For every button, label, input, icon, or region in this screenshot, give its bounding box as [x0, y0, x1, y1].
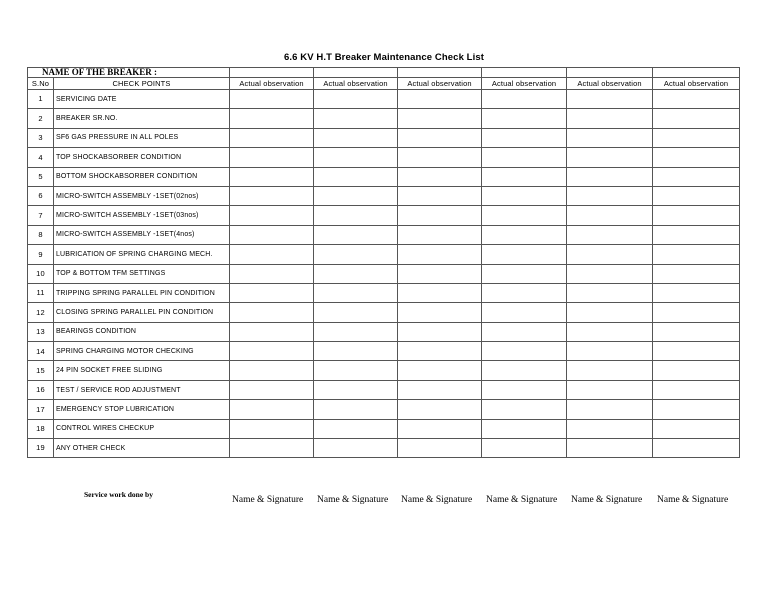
- table-row: [28, 303, 740, 322]
- breaker-name-cell[interactable]: [230, 68, 314, 78]
- observation-cell[interactable]: [398, 400, 482, 419]
- name-signature-label: Name & Signature: [486, 495, 558, 505]
- check-point-label: SERVICING DATE: [54, 90, 230, 109]
- row-number: 9: [28, 245, 54, 264]
- observation-cell[interactable]: [398, 128, 482, 147]
- observation-cell[interactable]: [398, 322, 482, 341]
- table-row: [28, 128, 740, 147]
- observation-cell[interactable]: [482, 322, 567, 341]
- observation-cell[interactable]: [314, 419, 398, 438]
- table-row: [28, 148, 740, 167]
- observation-cell[interactable]: [314, 264, 398, 283]
- table-row: [28, 419, 740, 438]
- name-signature-label: Name & Signature: [232, 495, 304, 505]
- row-number: 15: [28, 361, 54, 380]
- observation-cell[interactable]: [398, 264, 482, 283]
- breaker-name-row: [28, 68, 740, 78]
- observation-cell[interactable]: [398, 439, 482, 458]
- check-point-label: TEST / SERVICE ROD ADJUSTMENT: [54, 380, 230, 399]
- observation-cell[interactable]: [653, 148, 740, 167]
- observation-cell[interactable]: [653, 303, 740, 322]
- observation-cell[interactable]: [398, 148, 482, 167]
- breaker-name-cell[interactable]: [314, 68, 398, 78]
- check-point-label: BOTTOM SHOCKABSORBER CONDITION: [54, 167, 230, 186]
- name-signature-label: Name & Signature: [571, 495, 643, 505]
- observation-cell[interactable]: [314, 206, 398, 225]
- observation-header: Actual observation: [230, 78, 314, 90]
- row-number: 19: [28, 439, 54, 458]
- checklist-table: [27, 67, 740, 458]
- observation-cell[interactable]: [314, 361, 398, 380]
- row-number: 10: [28, 264, 54, 283]
- observation-cell[interactable]: [482, 400, 567, 419]
- observation-cell[interactable]: [398, 283, 482, 302]
- observation-cell[interactable]: [314, 186, 398, 205]
- check-point-label: 24 PIN SOCKET FREE SLIDING: [54, 361, 230, 380]
- observation-cell[interactable]: [230, 419, 314, 438]
- observation-cell[interactable]: [482, 186, 567, 205]
- observation-cell[interactable]: [314, 128, 398, 147]
- row-number: 6: [28, 186, 54, 205]
- observation-cell[interactable]: [314, 342, 398, 361]
- observation-cell[interactable]: [314, 439, 398, 458]
- observation-cell[interactable]: [567, 167, 653, 186]
- breaker-name-cell[interactable]: [398, 68, 482, 78]
- table-row: [28, 342, 740, 361]
- check-point-label: SPRING CHARGING MOTOR CHECKING: [54, 342, 230, 361]
- observation-cell[interactable]: [314, 148, 398, 167]
- table-row: [28, 109, 740, 128]
- observation-cell[interactable]: [230, 245, 314, 264]
- observation-cell[interactable]: [653, 225, 740, 244]
- observation-cell[interactable]: [567, 225, 653, 244]
- sno-header: S.No: [28, 78, 54, 90]
- observation-cell[interactable]: [482, 206, 567, 225]
- breaker-name-cell[interactable]: [482, 68, 567, 78]
- observation-cell[interactable]: [314, 283, 398, 302]
- observation-cell[interactable]: [567, 186, 653, 205]
- observation-cell[interactable]: [567, 206, 653, 225]
- breaker-name-cell[interactable]: [653, 68, 740, 78]
- observation-cell[interactable]: [567, 245, 653, 264]
- observation-cell[interactable]: [567, 90, 653, 109]
- observation-cell[interactable]: [482, 264, 567, 283]
- observation-cell[interactable]: [482, 128, 567, 147]
- observation-cell[interactable]: [230, 380, 314, 399]
- observation-cell[interactable]: [567, 264, 653, 283]
- check-point-label: CONTROL WIRES CHECKUP: [54, 419, 230, 438]
- observation-cell[interactable]: [567, 361, 653, 380]
- table-row: [28, 439, 740, 458]
- observation-cell[interactable]: [482, 439, 567, 458]
- observation-cell[interactable]: [567, 283, 653, 302]
- table-row: [28, 167, 740, 186]
- table-row: [28, 380, 740, 399]
- observation-cell[interactable]: [653, 245, 740, 264]
- observation-cell[interactable]: [567, 148, 653, 167]
- observation-cell[interactable]: [230, 303, 314, 322]
- row-number: 18: [28, 419, 54, 438]
- row-number: 4: [28, 148, 54, 167]
- row-number: 1: [28, 90, 54, 109]
- table-row: [28, 283, 740, 302]
- observation-cell[interactable]: [230, 342, 314, 361]
- observation-cell[interactable]: [653, 90, 740, 109]
- table-row: [28, 361, 740, 380]
- check-point-label: EMERGENCY STOP LUBRICATION: [54, 400, 230, 419]
- observation-cell[interactable]: [567, 400, 653, 419]
- observation-cell[interactable]: [230, 264, 314, 283]
- service-work-label: Service work done by: [84, 490, 153, 499]
- observation-cell[interactable]: [398, 419, 482, 438]
- observation-cell[interactable]: [653, 186, 740, 205]
- check-point-label: TOP & BOTTOM TFM SETTINGS: [54, 264, 230, 283]
- observation-cell[interactable]: [653, 439, 740, 458]
- observation-cell[interactable]: [653, 283, 740, 302]
- observation-cell[interactable]: [230, 322, 314, 341]
- observation-cell[interactable]: [653, 400, 740, 419]
- observation-cell[interactable]: [398, 90, 482, 109]
- row-number: 8: [28, 225, 54, 244]
- observation-cell[interactable]: [567, 419, 653, 438]
- table-row: [28, 264, 740, 283]
- check-point-label: CLOSING SPRING PARALLEL PIN CONDITION: [54, 303, 230, 322]
- observation-cell[interactable]: [314, 303, 398, 322]
- observation-cell[interactable]: [398, 303, 482, 322]
- row-number: 12: [28, 303, 54, 322]
- row-number: 11: [28, 283, 54, 302]
- observation-cell[interactable]: [314, 167, 398, 186]
- observation-cell[interactable]: [567, 342, 653, 361]
- table-row: [28, 225, 740, 244]
- observation-cell[interactable]: [482, 225, 567, 244]
- breaker-name-label: NAME OF THE BREAKER :: [28, 68, 230, 78]
- breaker-name-cell[interactable]: [567, 68, 653, 78]
- check-point-label: MICRO-SWITCH ASSEMBLY -1SET(4nos): [54, 225, 230, 244]
- observation-cell[interactable]: [567, 109, 653, 128]
- observation-cell[interactable]: [314, 225, 398, 244]
- observation-cell[interactable]: [314, 109, 398, 128]
- observation-cell[interactable]: [314, 380, 398, 399]
- check-point-label: TRIPPING SPRING PARALLEL PIN CONDITION: [54, 283, 230, 302]
- row-number: 16: [28, 380, 54, 399]
- document-title: 6.6 KV H.T Breaker Maintenance Check List: [284, 52, 484, 63]
- observation-cell[interactable]: [482, 245, 567, 264]
- check-point-label: BREAKER SR.NO.: [54, 109, 230, 128]
- observation-cell[interactable]: [482, 342, 567, 361]
- observation-cell[interactable]: [653, 167, 740, 186]
- row-number: 5: [28, 167, 54, 186]
- observation-cell[interactable]: [398, 245, 482, 264]
- check-point-label: ANY OTHER CHECK: [54, 439, 230, 458]
- observation-cell[interactable]: [314, 400, 398, 419]
- observation-cell[interactable]: [567, 439, 653, 458]
- table-row: [28, 90, 740, 109]
- observation-cell[interactable]: [398, 342, 482, 361]
- observation-cell[interactable]: [398, 206, 482, 225]
- observation-cell[interactable]: [567, 380, 653, 399]
- check-point-label: MICRO-SWITCH ASSEMBLY -1SET(02nos): [54, 186, 230, 205]
- name-signature-label: Name & Signature: [401, 495, 473, 505]
- row-number: 2: [28, 109, 54, 128]
- observation-cell[interactable]: [653, 419, 740, 438]
- observation-header: Actual observation: [398, 78, 482, 90]
- observation-cell[interactable]: [653, 342, 740, 361]
- observation-cell[interactable]: [482, 303, 567, 322]
- observation-cell[interactable]: [653, 128, 740, 147]
- table-row: [28, 400, 740, 419]
- row-number: 17: [28, 400, 54, 419]
- check-point-label: TOP SHOCKABSORBER CONDITION: [54, 148, 230, 167]
- observation-cell[interactable]: [482, 380, 567, 399]
- observation-cell[interactable]: [653, 264, 740, 283]
- observation-cell[interactable]: [230, 167, 314, 186]
- observation-cell[interactable]: [398, 361, 482, 380]
- check-point-label: BEARINGS CONDITION: [54, 322, 230, 341]
- check-point-label: SF6 GAS PRESSURE IN ALL POLES: [54, 128, 230, 147]
- observation-cell[interactable]: [398, 109, 482, 128]
- observation-cell[interactable]: [230, 90, 314, 109]
- observation-cell[interactable]: [398, 167, 482, 186]
- observation-cell[interactable]: [230, 439, 314, 458]
- row-number: 3: [28, 128, 54, 147]
- observation-cell[interactable]: [314, 90, 398, 109]
- observation-cell[interactable]: [398, 225, 482, 244]
- observation-cell[interactable]: [482, 167, 567, 186]
- observation-cell[interactable]: [653, 206, 740, 225]
- table-row: [28, 245, 740, 264]
- observation-cell[interactable]: [482, 419, 567, 438]
- observation-cell[interactable]: [230, 148, 314, 167]
- table-row: [28, 186, 740, 205]
- observation-cell[interactable]: [653, 380, 740, 399]
- observation-cell[interactable]: [567, 128, 653, 147]
- observation-header: Actual observation: [482, 78, 567, 90]
- row-number: 14: [28, 342, 54, 361]
- observation-cell[interactable]: [482, 361, 567, 380]
- observation-cell[interactable]: [230, 225, 314, 244]
- table-row: [28, 206, 740, 225]
- observation-cell[interactable]: [653, 109, 740, 128]
- observation-cell[interactable]: [230, 186, 314, 205]
- signature-row: [0, 488, 768, 508]
- checklist-body: [28, 68, 740, 458]
- observation-cell[interactable]: [653, 361, 740, 380]
- observation-cell[interactable]: [230, 206, 314, 225]
- observation-cell[interactable]: [567, 322, 653, 341]
- observation-cell[interactable]: [482, 148, 567, 167]
- observation-header: Actual observation: [567, 78, 653, 90]
- observation-cell[interactable]: [482, 109, 567, 128]
- row-number: 13: [28, 322, 54, 341]
- observation-header: Actual observation: [653, 78, 740, 90]
- observation-cell[interactable]: [398, 186, 482, 205]
- name-signature-label: Name & Signature: [317, 495, 389, 505]
- observation-cell[interactable]: [230, 361, 314, 380]
- observation-cell[interactable]: [567, 303, 653, 322]
- table-row: [28, 322, 740, 341]
- observation-cell[interactable]: [230, 128, 314, 147]
- header-row: [28, 78, 740, 90]
- check-point-label: LUBRICATION OF SPRING CHARGING MECH.: [54, 245, 230, 264]
- name-signature-label: Name & Signature: [657, 495, 729, 505]
- observation-cell[interactable]: [398, 380, 482, 399]
- row-number: 7: [28, 206, 54, 225]
- check-points-header: CHECK POINTS: [54, 78, 230, 90]
- observation-cell[interactable]: [653, 322, 740, 341]
- observation-cell[interactable]: [230, 283, 314, 302]
- check-point-label: MICRO-SWITCH ASSEMBLY -1SET(03nos): [54, 206, 230, 225]
- observation-cell[interactable]: [314, 322, 398, 341]
- observation-cell[interactable]: [230, 400, 314, 419]
- observation-cell[interactable]: [482, 283, 567, 302]
- observation-cell[interactable]: [314, 245, 398, 264]
- observation-header: Actual observation: [314, 78, 398, 90]
- observation-cell[interactable]: [230, 109, 314, 128]
- observation-cell[interactable]: [482, 90, 567, 109]
